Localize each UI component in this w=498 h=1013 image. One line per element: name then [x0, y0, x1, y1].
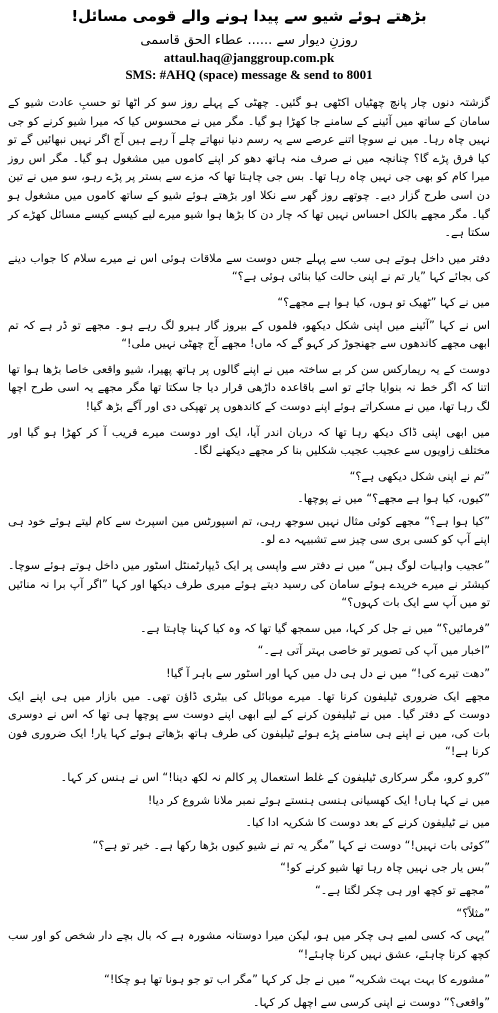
dialogue-line: ”اخبار میں آپ کی تصویر تو خاصی بہتر آتی ہے۔“	[257, 644, 490, 658]
paragraph: دوست کے یہ ریمارکس سن کر بے ساختہ میں نے اپنے گالوں پر ہاتھ پھیرا، شیو واقعی خاصا بڑھا ہوا تھا اتنا کہ اگر خط نہ بنوایا جائے تو اسے باقاعدہ داڑھی قرار دیا جا سکتا تھا مگر مجھے یہ اسی طرح اچھا لگ رہا تھا، میں نے مسکراتے ہوئے اپنے دوست کے کاندھوں پر تھپکی دی اور آگے بڑھ گیا!	[8, 362, 490, 413]
paragraph: میں ابھی اپنی ڈاک دیکھ رہا تھا کہ دربان اندر آیا، ایک اور دوست میرے قریب آ کر کھڑا ہو گیا اور مختلف زاویوں سے عجیب عجیب شکلیں بنا کر مجھے دیکھنے لگا۔	[8, 425, 490, 458]
dialogue-line: ”کرو کرو، مگر سرکاری ٹیلیفون کے غلط استعمال پر کالم نہ لکھ دینا!“ اس نے ہنس کر کہا۔	[60, 771, 490, 784]
byline: روزنِ دیوار سے ...... عطاء الحق قاسمی	[140, 33, 358, 48]
dialogue-line: ”تم نے اپنی شکل دیکھی ہے؟“	[349, 469, 490, 483]
paragraph: ”یہی کہ کسی لمبے ہی چکر میں ہو، لیکن میرا دوستانہ مشورہ ہے کہ بال بچے دار شخص کو اور سب کچھ کرنا چاہئے، عشق نہیں کرنا چاہئے!“	[8, 929, 490, 961]
column-title: بڑھتے ہوئے شیو سے پیدا ہونے والے قومی مسائل!	[71, 7, 427, 25]
sms-line: SMS: #AHQ (space) message & send to 8001	[125, 67, 373, 82]
dialogue-line: ”کیوں، کیا ہوا ہے مجھے؟“ میں نے پوچھا۔	[297, 492, 490, 506]
dialogue-line: ”مشورے کا بہت بہت شکریہ“ میں نے جل کر کہا ”مگر اب تو جو ہونا تھا ہو چکا!“	[104, 973, 490, 987]
dialogue-line: میں نے ٹیلیفون کرنے کے بعد دوست کا شکریہ ادا کیا۔	[245, 816, 490, 830]
paragraph: ”عجیب واہیات لوگ ہیں“ میں نے دفتر سے واپسی پر ایک ڈیپارٹمنٹل اسٹور میں داخل ہوتے ہوئے سوچا۔ کیشئر نے میرے خریدے ہوئے سامان کی رسید دیتے ہوئے میری طرف دیکھا اور کہا ”اگر آپ برا نہ منائیں تو میں آپ سے ایک بات کہوں؟“	[8, 559, 490, 610]
paragraph: دفتر میں داخل ہوتے ہی سب سے پہلے جس دوست سے ملاقات ہوئی اس نے میرے سلام کا جواب دینے کی بجائے کہا ”یار تم نے اپنی حالت کیا بنائی ہوئی ہے؟“	[8, 251, 490, 284]
paragraph: مجھے ایک ضروری ٹیلیفون کرنا تھا۔ میرے موبائل کی بیٹری ڈاؤن تھی۔ میں بازار میں ہی اپنے ایک دوست کے دفتر گیا۔ میں نے ٹیلیفون کرنے کے لیے ابھی اپنے دوست سے پوچھا ہی تھا کہ اس نے دوسری بات کی، میں نے اپنے ہی سامنے پڑے ہوئے ٹیلیفون کی طرف ہاتھ بڑھاتے ہوئے کہا یار! ایک ضروری فون کرنا ہے!“	[8, 689, 490, 759]
dialogue-line: ”کوئی بات نہیں!“ دوست نے کہا ”مگر یہ تم نے شیو کیوں بڑھا رکھا ہے۔ خیر تو ہے؟“	[92, 838, 490, 852]
paragraph: گزشتہ دنوں چار پانچ چھٹیاں اکٹھی ہو گئیں۔ چھٹی کے پہلے روز سو کر اٹھا تو حسبِ عادت شیو کے سامان کے ساتھ میں آئینے کے سامنے جا کھڑا ہو گیا۔ مگر میں نے محسوس کیا کہ میرا شیو کرنے کو جی نہیں چاہ رہا۔ میں نے سوچا اتنے عرصے سے یہ رسم دنیا نبھاتے چلے آ رہے ہیں آج اگر نہیں نبھائیں گے تو کیا فرق پڑے گا؟ چنانچہ میں نے صرف منہ ہاتھ دھو کر اپنے کاموں میں مشغول ہو گیا۔ مگر اس روز میرا کام کو بھی جی نہیں چاہ رہا تھا۔ بس جی چاہتا تھا کہ مزے سے بستر پر پڑے رہو، سو میں نے تین دن اسی طرح گزار دیے۔ چوتھے روز گھر سے نکلا اور بڑھتے ہوئے شیو کے ساتھ کاموں میں مشغول ہو گیا۔ مگر مجھے بالکل احساس نہیں تھا کہ چار دن کا بڑھا ہوا شیو میرے لیے کیسے کیسے مسائل کھڑے کر سکتا ہے۔	[8, 96, 490, 240]
author-email: attaul.haq@janggroup.com.pk	[163, 50, 335, 65]
article-body	[8, 94, 490, 1013]
dialogue-line: ”مثلاً؟“	[456, 906, 490, 920]
paragraph: اس نے کہا ”آئینے میں اپنی شکل دیکھو، فلموں کے بیروز گار ہیرو لگ رہے ہو۔ مجھے تو ڈر ہے کہ تم ابھی مجھے کاندھوں سے جھنجوڑ کر کہو گے کہ ماں! مجھے آج چھٹی نہیں ملی!“	[8, 318, 490, 351]
dialogue-line: ”فرمائیں؟“ میں نے جل کر کہا، میں سمجھ گیا تھا کہ وہ کیا کہنا چاہتا ہے۔	[140, 621, 490, 635]
dialogue-line: میں نے کہا ہاں! ایک کھسیانی ہنسی ہنستے ہوئے نمبر ملانا شروع کر دیا!	[147, 793, 490, 807]
dialogue-line: ”دھت تیرے کی!“ میں نے دل ہی دل میں کہا اور اسٹور سے باہر آ گیا!	[166, 667, 490, 681]
paragraph: ”کیا ہوا ہے؟“ مجھے کوئی مثال نہیں سوجھ رہی، تم اسپورٹس مین اسپرٹ سے کام لیتے ہوئے خود ہی اپنے آپ کو کسی بری سی چیز سے تشبیہہ دے لو۔	[8, 514, 490, 547]
dialogue-line: میں نے کہا ”ٹھیک تو ہوں، کیا ہوا ہے مجھے؟“	[277, 295, 490, 309]
dialogue-line: ”واقعی؟“ دوست نے اپنی کرسی سے اچھل کر کہا۔	[252, 995, 490, 1009]
dialogue-line: ”بس یار جی نہیں چاہ رہا تھا شیو کرنے کو!“	[280, 861, 490, 875]
dialogue-line: ”مجھے تو کچھ اور ہی چکر لگتا ہے۔“	[314, 883, 490, 897]
